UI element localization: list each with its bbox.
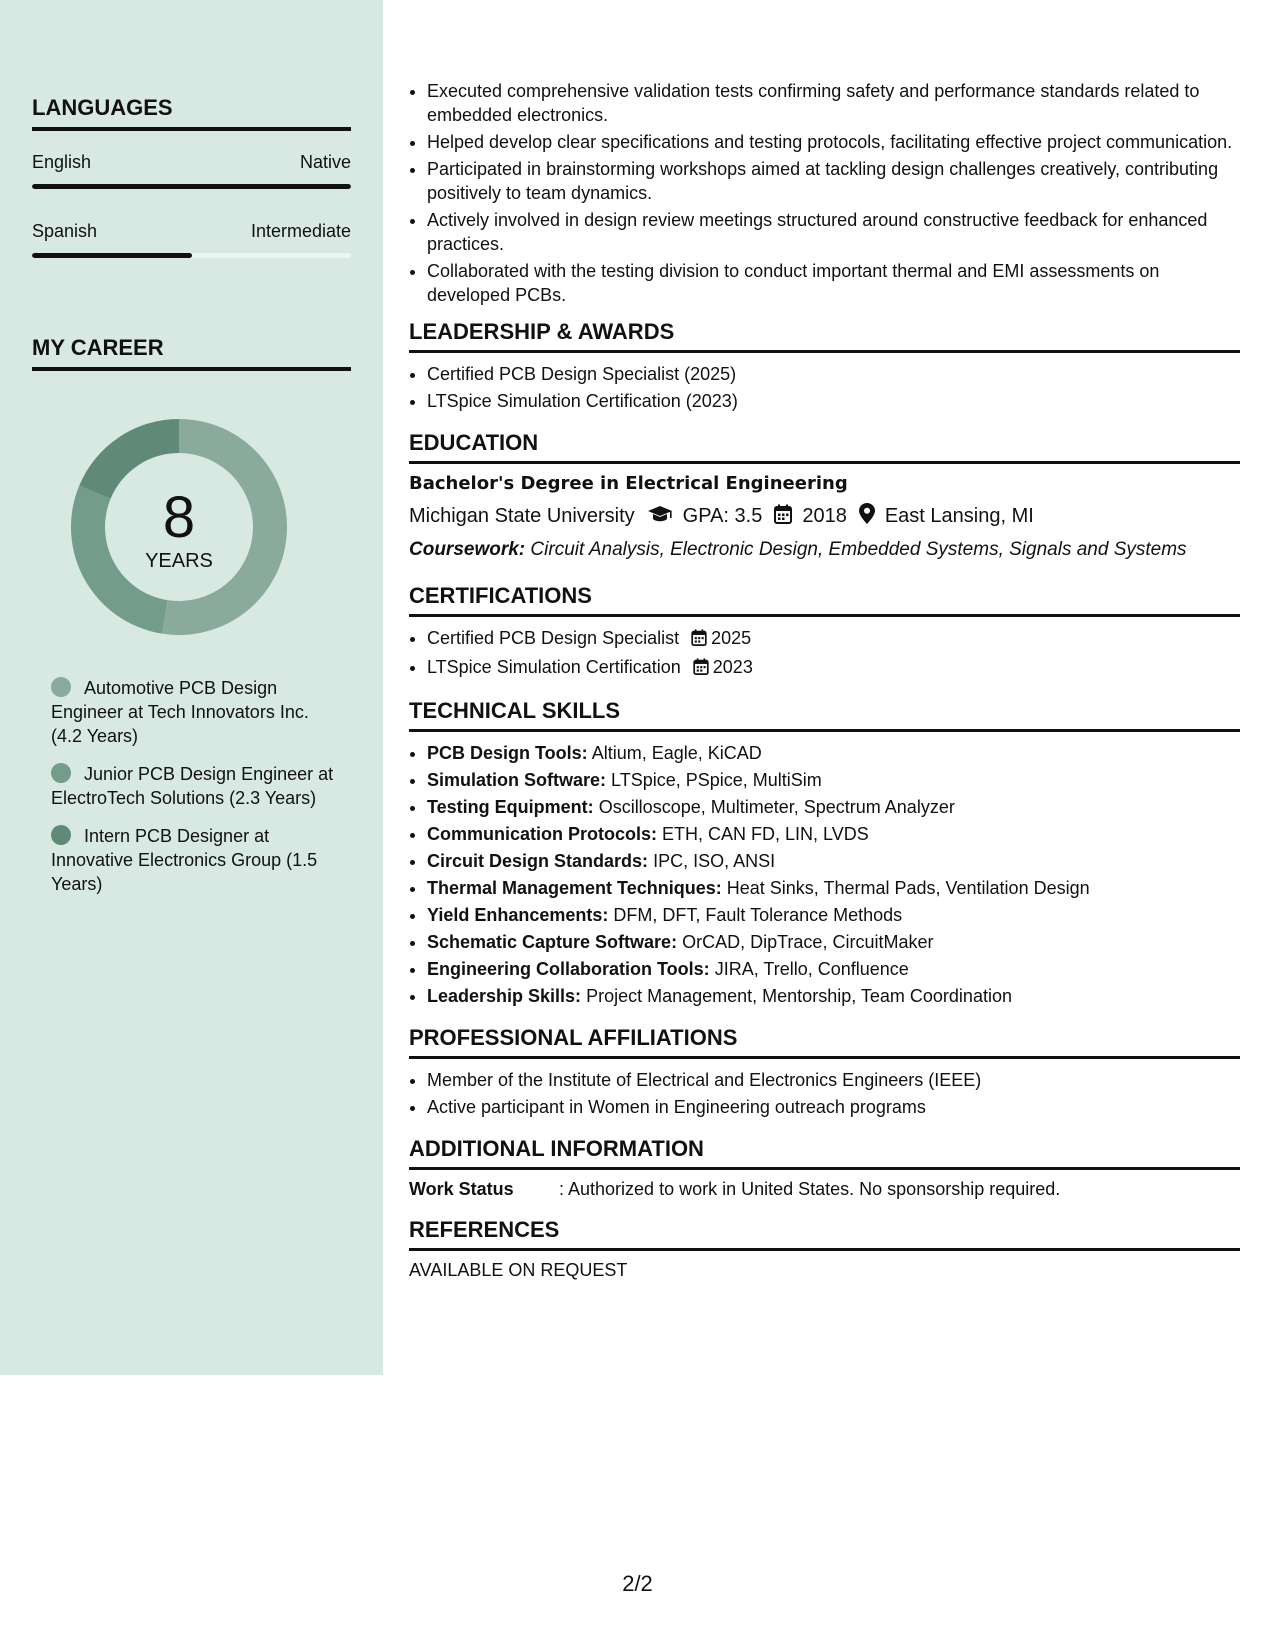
language-level: Native — [299, 152, 351, 172]
career-legend — [51, 676, 341, 910]
page-number: 2/2 — [622, 1571, 653, 1596]
skill-label: Testing Equipment: — [427, 797, 594, 817]
list-item — [427, 626, 1240, 652]
certification-year: 2023 — [712, 657, 753, 677]
certification-year: 2025 — [711, 628, 752, 648]
graduation-cap-icon — [647, 504, 673, 530]
skill-label: PCB Design Tools: — [427, 743, 588, 763]
certification-name: LTSpice Simulation Certification — [427, 657, 681, 677]
language-row-english — [32, 152, 351, 173]
technical-skills-heading: TECHNICAL SKILLS — [409, 698, 1240, 732]
coursework-text: Circuit Analysis, Electronic Design, Embedded Systems, Signals and Systems — [530, 539, 1187, 560]
list-item — [427, 957, 1240, 981]
skill-value: IPC, ISO, ANSI — [653, 851, 776, 871]
career-dot-icon — [51, 677, 71, 697]
skill-label: Thermal Management Techniques: — [427, 878, 722, 898]
list-item — [427, 795, 1240, 819]
list-item: • Executed comprehensive validation tests confirming safety and performance standards related to embedded electronics. — [427, 79, 1240, 127]
skill-label: Yield Enhancements: — [427, 905, 609, 925]
degree-title: Bachelor's Degree in Electrical Engineering — [409, 473, 848, 494]
career-years-label: YEARS — [145, 550, 213, 572]
language-bar-english — [32, 184, 351, 189]
skill-value: Heat Sinks, Thermal Pads, Ventilation Design — [726, 878, 1090, 898]
language-name: English — [32, 152, 92, 172]
technical-skills-list — [409, 741, 1240, 1008]
skill-value: JIRA, Trello, Confluence — [714, 959, 909, 979]
languages-heading: LANGUAGES — [32, 95, 351, 131]
leadership-list — [409, 362, 1240, 413]
coursework-label: Coursework: — [409, 539, 526, 560]
language-row-spanish — [32, 221, 351, 242]
career-heading: MY CAREER — [32, 335, 351, 371]
list-item: • Participated in brainstorming workshops aimed at tackling design challenges creatively, contributing positively to team dynamics. — [427, 157, 1240, 205]
language-bar-spanish — [32, 253, 351, 258]
main-content — [409, 79, 1240, 1281]
calendar-icon — [691, 628, 707, 652]
skill-value: ETH, CAN FD, LIN, LVDS — [662, 824, 869, 844]
language-bar-fill — [32, 253, 192, 258]
skill-label: Schematic Capture Software: — [427, 932, 678, 952]
skill-label: Communication Protocols: — [427, 824, 658, 844]
language-level: Intermediate — [250, 221, 351, 241]
skill-value: OrCAD, DipTrace, CircuitMaker — [682, 932, 934, 952]
career-item-text: Junior PCB Design Engineer at ElectroTech Solutions (2.3 Years) — [51, 764, 334, 808]
list-item: • Helped develop clear specifications and testing protocols, facilitating effective project communication. — [427, 130, 1240, 154]
calendar-icon — [693, 657, 709, 681]
list-item — [427, 930, 1240, 954]
affiliations-heading: PROFESSIONAL AFFILIATIONS — [409, 1025, 1240, 1059]
list-item: • Collaborated with the testing division to conduct important thermal and EMI assessments on developed PCBs. — [427, 259, 1240, 307]
graduation-year: 2018 — [802, 505, 847, 527]
career-item — [51, 762, 341, 810]
list-item — [427, 655, 1240, 681]
additional-info-heading: ADDITIONAL INFORMATION — [409, 1136, 1240, 1170]
school-location: East Lansing, MI — [884, 505, 1034, 527]
language-bar-fill — [32, 184, 351, 189]
references-text: AVAILABLE ON REQUEST — [409, 1260, 628, 1280]
list-item — [427, 984, 1240, 1008]
list-item: • Active participant in Women in Engineering outreach programs — [427, 1095, 1240, 1119]
list-item: • Member of the Institute of Electrical and Electronics Engineers (IEEE) — [427, 1068, 1240, 1092]
career-item — [51, 676, 341, 748]
location-pin-icon — [859, 503, 875, 530]
list-item — [427, 849, 1240, 873]
calendar-icon — [774, 504, 792, 530]
work-status-label: Work Status — [409, 1179, 514, 1199]
list-item — [427, 741, 1240, 765]
experience-bullets — [409, 79, 1240, 307]
career-dot-icon — [51, 825, 71, 845]
skill-label: Engineering Collaboration Tools: — [427, 959, 710, 979]
career-item-text: Automotive PCB Design Engineer at Tech Innovators Inc. (4.2 Years) — [51, 678, 309, 746]
school-name: Michigan State University — [409, 505, 635, 527]
career-years-number: 8 — [162, 485, 196, 550]
leadership-heading: LEADERSHIP & AWARDS — [409, 319, 1240, 353]
skill-value: DFM, DFT, Fault Tolerance Methods — [613, 905, 903, 925]
list-item — [427, 768, 1240, 792]
skill-value: LTSpice, PSpice, MultiSim — [611, 770, 822, 790]
certifications-heading: CERTIFICATIONS — [409, 583, 1240, 617]
list-item — [427, 903, 1240, 927]
affiliations-list — [409, 1068, 1240, 1119]
skill-label: Circuit Design Standards: — [427, 851, 649, 871]
skill-value: Oscilloscope, Multimeter, Spectrum Analyzer — [598, 797, 955, 817]
gpa: GPA: 3.5 — [682, 505, 763, 527]
skill-value: Altium, Eagle, KiCAD — [591, 743, 762, 763]
list-item: • Actively involved in design review meetings structured around constructive feedback for enhanced practices. — [427, 208, 1240, 256]
coursework — [409, 539, 1240, 561]
language-name: Spanish — [32, 221, 98, 241]
references-heading: REFERENCES — [409, 1217, 1240, 1251]
list-item: • LTSpice Simulation Certification (2023) — [427, 389, 1240, 413]
education-heading: EDUCATION — [409, 430, 1240, 464]
career-dot-icon — [51, 763, 71, 783]
career-item-text: Intern PCB Designer at Innovative Electronics Group (1.5 Years) — [51, 826, 318, 894]
education-details — [409, 503, 1240, 530]
career-item — [51, 824, 341, 896]
certification-name: Certified PCB Design Specialist — [427, 628, 680, 648]
list-item: • Certified PCB Design Specialist (2025) — [427, 362, 1240, 386]
work-status-row — [409, 1179, 1240, 1200]
skill-label: Leadership Skills: — [427, 986, 582, 1006]
skill-value: Project Management, Mentorship, Team Coordination — [586, 986, 1012, 1006]
list-item — [427, 876, 1240, 900]
certifications-list — [409, 626, 1240, 681]
list-item — [427, 822, 1240, 846]
sidebar — [0, 0, 383, 1375]
skill-label: Simulation Software: — [427, 770, 607, 790]
work-status-value: : Authorized to work in United States. No sponsorship required. — [559, 1179, 1061, 1199]
